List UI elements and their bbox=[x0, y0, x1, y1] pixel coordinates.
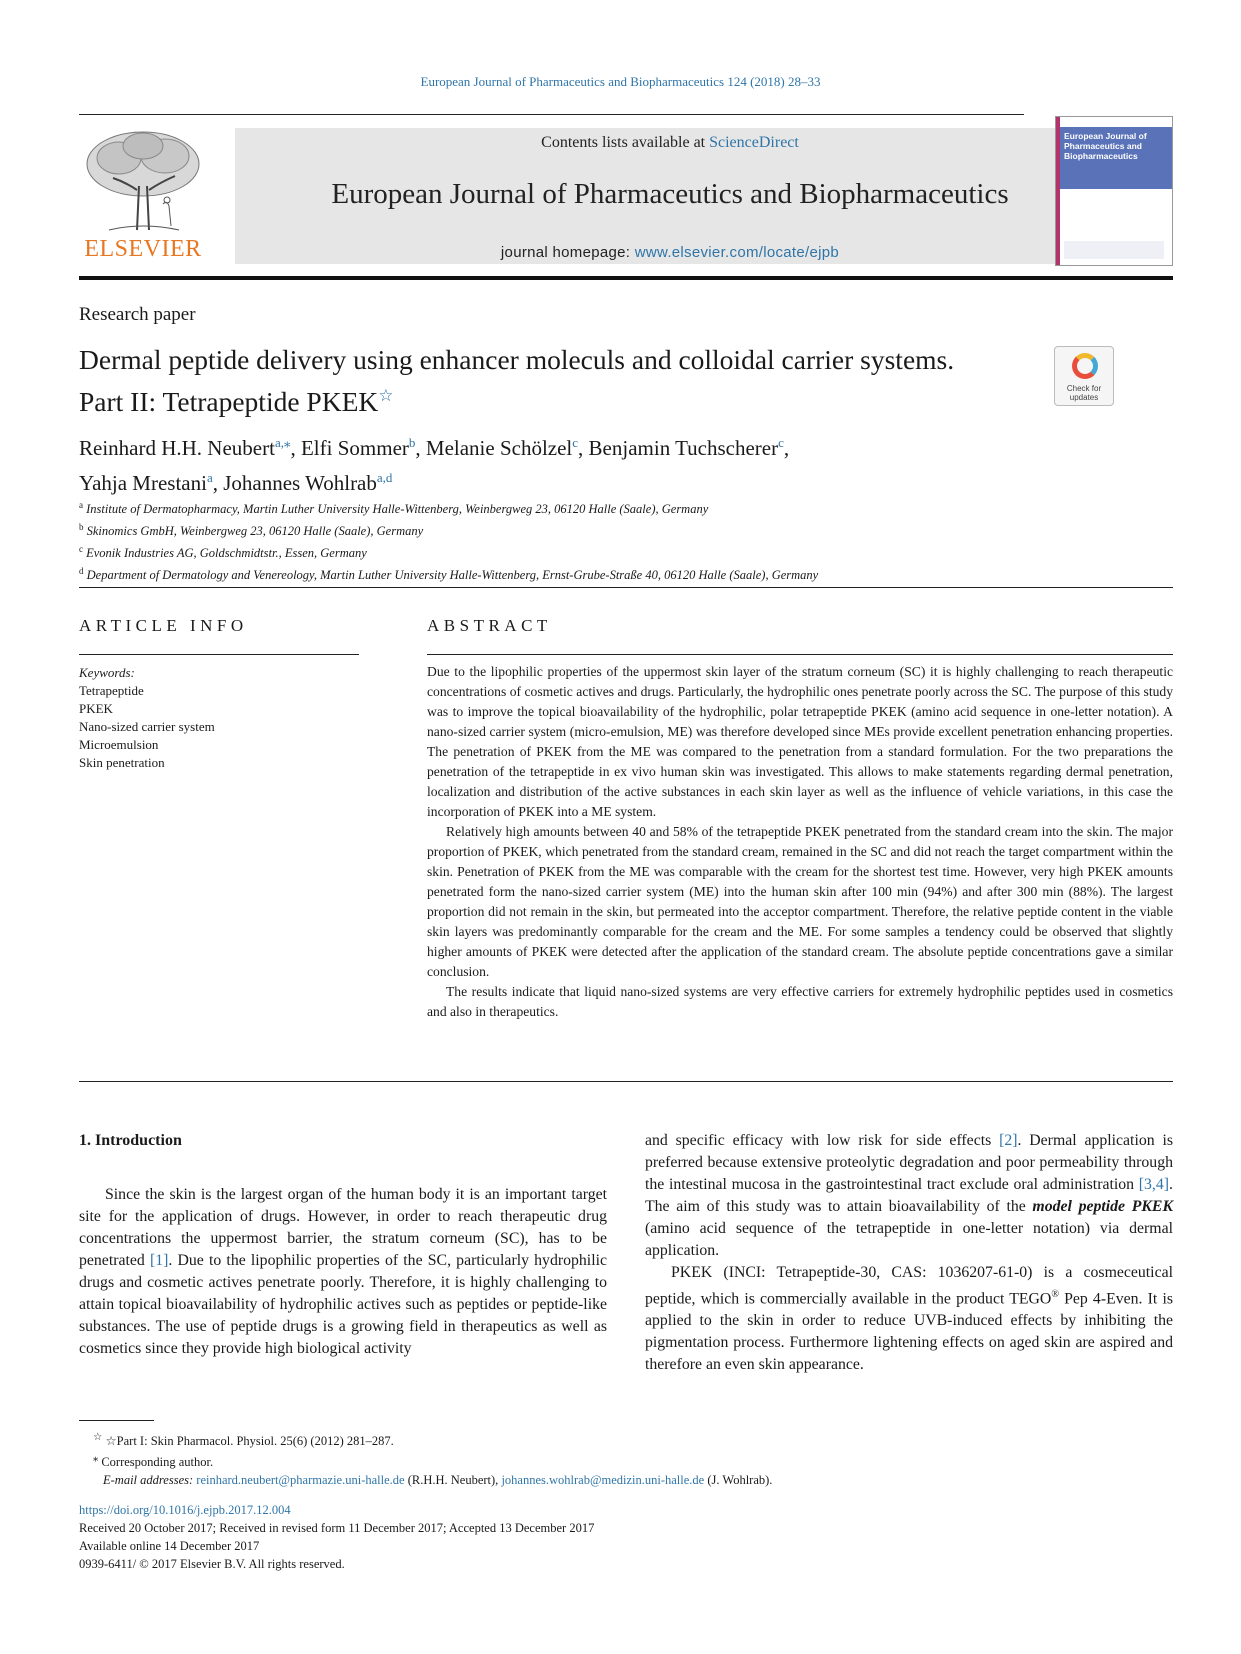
keyword-item: PKEK bbox=[79, 701, 113, 716]
footnote-text: Corresponding author. bbox=[101, 1455, 214, 1470]
article-title bbox=[79, 342, 979, 420]
body-text: . Dermal application is preferred because extensive proteolytic degradation and poor permeability through the intestinal mucosa in the gastrointestinal tract exclude oral administration bbox=[645, 1132, 1173, 1193]
author-name: Elfi Sommer bbox=[300, 436, 409, 460]
affiliation-item bbox=[79, 562, 1079, 584]
header-rule bbox=[79, 114, 1024, 115]
affiliation-item bbox=[79, 496, 1079, 518]
affiliation-item bbox=[79, 518, 1079, 540]
section-heading: 1. Introduction bbox=[79, 1132, 182, 1149]
keyword-item: Skin penetration bbox=[79, 755, 165, 770]
footnotes bbox=[79, 1429, 1173, 1489]
author-separator: , bbox=[212, 471, 224, 495]
author-affil-mark[interactable]: a,⁎ bbox=[274, 435, 291, 450]
journal-title: European Journal of Pharmaceutics and Biopharmaceutics bbox=[331, 178, 1009, 210]
abstract-paragraph: The results indicate that liquid nano-sized systems are very effective carriers for extremely hydrophilic peptides used in cosmetics and also in therapeutics. bbox=[427, 984, 1173, 1019]
check-updates-icon bbox=[1072, 353, 1098, 379]
footnote-mark: ☆ bbox=[93, 1432, 103, 1443]
email-owner: (J. Wohlrab). bbox=[704, 1473, 773, 1488]
footnote-mark: ⁎ bbox=[93, 1453, 99, 1465]
email-owner: (R.H.H. Neubert), bbox=[404, 1473, 502, 1488]
divider bbox=[79, 654, 359, 655]
abstract-body bbox=[427, 662, 1173, 1022]
citation-link[interactable]: [2] bbox=[999, 1132, 1018, 1149]
email-link[interactable]: johannes.wohlrab@medizin.uni-halle.de bbox=[501, 1473, 705, 1488]
footnote-rule bbox=[79, 1420, 154, 1421]
author-name: Johannes Wohlrab bbox=[223, 471, 377, 495]
divider bbox=[79, 1081, 1173, 1082]
author-list bbox=[79, 428, 979, 498]
contents-line bbox=[235, 134, 1105, 152]
email-link[interactable]: reinhard.neubert@pharmazie.uni-halle.de bbox=[196, 1473, 405, 1488]
keyword-list bbox=[79, 664, 359, 772]
body-paragraph bbox=[79, 1184, 607, 1360]
author-separator: , bbox=[783, 436, 790, 460]
divider bbox=[79, 587, 1173, 588]
article-title-text: Dermal peptide delivery using enhancer moleculs and colloidal carrier systems. Part II: Tetrapeptide PKEK bbox=[79, 344, 955, 418]
affiliation-mark: a bbox=[79, 500, 83, 510]
title-footnote-mark[interactable]: ☆ bbox=[378, 386, 394, 405]
masthead-rule bbox=[79, 276, 1173, 280]
article-info-heading: ARTICLE INFO bbox=[79, 616, 248, 635]
author-affil-mark[interactable]: c bbox=[572, 435, 579, 450]
affiliation-text: Skinomics GmbH, Weinbergweg 23, 06120 Halle (Saale), Germany bbox=[86, 524, 424, 539]
homepage-prefix: journal homepage: bbox=[500, 244, 635, 261]
cover-title: European Journal of Pharmaceutics and Biopharmaceutics bbox=[1064, 131, 1147, 161]
homepage-link[interactable]: www.elsevier.com/locate/ejpb bbox=[634, 244, 840, 261]
body-text: Pep 4-Even. It is applied to the skin in order to reduce UVB-induced effects by inhibiting the pigmentation process. Furthermore lightening effects on aged skin are aspired and therefore an even skin appearance. bbox=[645, 1290, 1173, 1374]
affiliation-mark: d bbox=[79, 566, 84, 577]
journal-cover-thumbnail[interactable] bbox=[1055, 116, 1173, 266]
author-affil-mark[interactable]: b bbox=[408, 435, 416, 450]
emphasis-text: model peptide PKEK bbox=[1032, 1198, 1173, 1215]
affiliation-text: Department of Dermatology and Venereology, Martin Luther University Halle-Wittenberg, Ernst-Grube-Straße 40, 06120 Halle (Saale), Germany bbox=[86, 568, 819, 583]
masthead bbox=[79, 116, 1173, 268]
body-text: . The aim of this study was to attain bioavailability of the bbox=[645, 1176, 1173, 1215]
author-affil-mark[interactable]: a,d bbox=[376, 470, 393, 485]
email-line bbox=[79, 1471, 1173, 1489]
affiliation-list bbox=[79, 496, 1079, 585]
keyword-item: Nano-sized carrier system bbox=[79, 719, 215, 734]
body-text: PKEK (INCI: Tetrapeptide-30, CAS: 1036207-61-0) is a cosmeceutical peptide, which is commercially available in the product TEGO bbox=[645, 1264, 1173, 1308]
journal-banner bbox=[235, 128, 1105, 264]
abstract-heading: ABSTRACT bbox=[427, 616, 552, 635]
contents-prefix: Contents lists available at bbox=[541, 134, 710, 151]
footnote-item bbox=[79, 1429, 1173, 1450]
author-separator: , bbox=[415, 436, 426, 460]
sciencedirect-link[interactable]: ScienceDirect bbox=[709, 134, 799, 151]
doi-link[interactable]: https://doi.org/10.1016/j.ejpb.2017.12.004 bbox=[79, 1503, 291, 1517]
body-text: (amino acid sequence of the tetrapeptide in one-letter notation) via dermal application. bbox=[645, 1220, 1173, 1259]
registered-mark: ® bbox=[1051, 1289, 1059, 1300]
keyword-item: Tetrapeptide bbox=[79, 683, 144, 698]
author-affil-mark[interactable]: a bbox=[206, 470, 213, 485]
publication-info bbox=[79, 1501, 1173, 1573]
footnote-item bbox=[79, 1450, 1173, 1471]
author-affil-mark[interactable]: c bbox=[778, 435, 784, 450]
keywords-label: Keywords: bbox=[79, 665, 135, 680]
keyword-item: Microemulsion bbox=[79, 737, 159, 752]
author-name: Reinhard H.H. Neubert bbox=[79, 436, 275, 460]
affiliation-mark: c bbox=[79, 544, 83, 555]
check-updates-label: Check for updates bbox=[1066, 384, 1102, 402]
homepage-line bbox=[235, 244, 1105, 261]
copyright-line: 0939-6411/ © 2017 Elsevier B.V. All rights reserved. bbox=[79, 1557, 345, 1571]
received-dates: Received 20 October 2017; Received in revised form 11 December 2017; Accepted 13 December 2017 bbox=[79, 1521, 595, 1535]
article-type: Research paper bbox=[79, 304, 196, 325]
author-name: Benjamin Tuchscherer bbox=[588, 436, 779, 460]
citation-link[interactable]: [3,4] bbox=[1138, 1176, 1170, 1193]
body-text: . Due to the lipophilic properties of the SC, particularly hydrophilic drugs and cosmetic actives penetrate poorly. Therefore, it is highly challenging to attain topical bioavailability of hydrophilic actives such as peptides or peptide-like substances. The use of peptide drugs is a growing field in therapeutics as well as cosmetics since they provide high biological activity bbox=[79, 1252, 607, 1357]
citation-link[interactable]: [1] bbox=[149, 1252, 169, 1269]
body-paragraph bbox=[645, 1130, 1173, 1262]
affiliation-text: Evonik Industries AG, Goldschmidtstr., Essen, Germany bbox=[86, 546, 367, 561]
body-text: and specific efficacy with low risk for side effects bbox=[645, 1132, 1000, 1149]
author-name: Melanie Schölzel bbox=[425, 436, 573, 460]
affiliation-text: Institute of Dermatopharmacy, Martin Luther University Halle-Wittenberg, Weinbergweg 23, 06120 Halle (Saale), Germany bbox=[86, 502, 709, 517]
affiliation-item bbox=[79, 540, 1079, 562]
body-text: Since the skin is the largest organ of the human body it is an important target site for the application of drugs. However, in order to reach therapeutic drug concentrations the uppermost barrier, the stratum corneum (SC), has to be penetrated bbox=[79, 1186, 607, 1269]
abstract-paragraph: Relatively high amounts between 40 and 58% of the tetrapeptide PKEK penetrated from the standard cream into the skin. The major proportion of PKEK, which penetrated from the standard cream, remained in the SC and did not reach the target compartment within the skin. Penetration of PKEK from the ME was comparable with the cream for the shortest test time. However, very high PKEK amounts penetrated form the nano-sized carrier system (ME) into the human skin after 100 min (94%) and after 300 min (88%). The largest proportion did not remain in the skin, but permeated into the acceptor compartment. Therefore, the relative peptide content in the viable skin layers was predominantly comparable for the cream and the ME. For some samples a tendency could be observed that slightly higher amounts of PKEK were detected after the application of the standard cream. The absolute peptide concentrations gave a similar conclusion. bbox=[427, 824, 1173, 979]
author-separator: , bbox=[578, 436, 589, 460]
journal-citation[interactable]: European Journal of Pharmaceutics and Biopharmaceutics 124 (2018) 28–33 bbox=[420, 74, 821, 89]
body-column-right bbox=[645, 1130, 1173, 1376]
divider bbox=[427, 654, 1173, 655]
body-column-left bbox=[79, 1130, 607, 1360]
email-label: E-mail addresses: bbox=[103, 1473, 197, 1488]
cover-footer bbox=[1064, 241, 1164, 259]
author-name: Yahja Mrestani bbox=[79, 471, 207, 495]
author-separator: , bbox=[290, 436, 301, 460]
body-paragraph bbox=[645, 1262, 1173, 1376]
abstract-paragraph: Due to the lipophilic properties of the uppermost skin layer of the stratum corneum (SC) it is highly challenging to reach therapeutic concentrations of cosmetic actives and drugs. Particularly, the hydrophilic ones penetrate poorly across the SC. The purpose of this study was to improve the topical bioavailability of the hydrophilic, polar tetrapeptide PKEK (amino acid sequence in one-letter notation). A nano-sized carrier system (micro-emulsion, ME) was therefore developed since MEs provide excellent penetration enhancing properties. The penetration of PKEK from the ME was compared to the penetration from a standard formulation. For the two preparations the penetration of the tetrapeptide in ex vivo human skin was investigated. This allows to make statements regarding dermal penetration, localization and distribution of the active substances in each skin layer as well as the influence of vehicle variations, in this case the incorporation of PKEK into a ME system. bbox=[427, 664, 1173, 819]
footnote-text: ☆Part I: Skin Pharmacol. Physiol. 25(6) (2012) 281–287. bbox=[105, 1434, 394, 1449]
elsevier-wordmark: ELSEVIER bbox=[84, 236, 202, 262]
online-date: Available online 14 December 2017 bbox=[79, 1539, 260, 1553]
check-for-updates-badge[interactable] bbox=[1054, 346, 1114, 406]
affiliation-mark: b bbox=[79, 522, 84, 533]
